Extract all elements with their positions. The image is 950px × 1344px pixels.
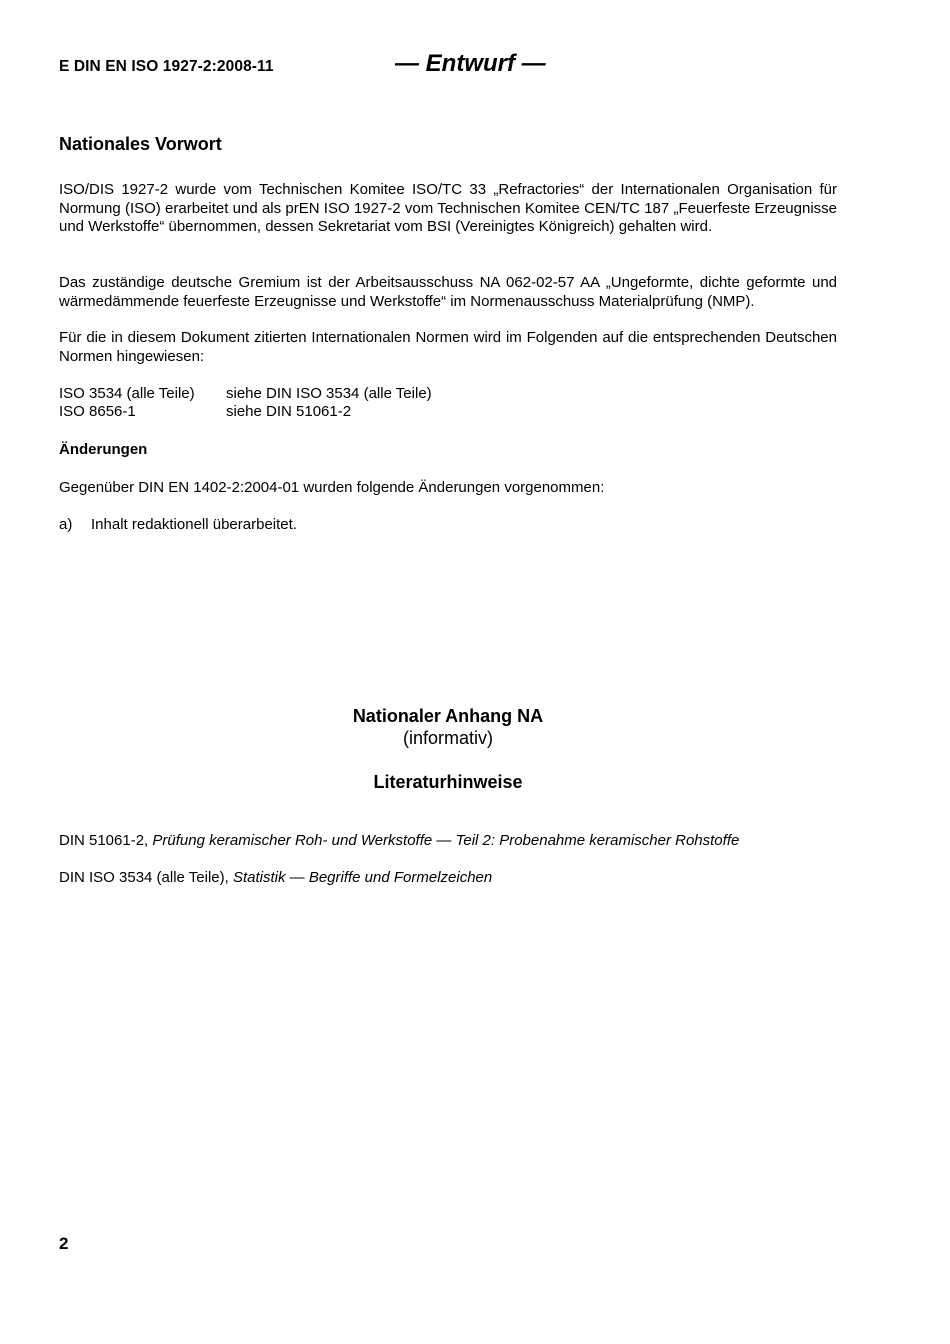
list-item [59, 516, 297, 533]
annex-title: Nationaler Anhang NA [352, 706, 544, 726]
annex-subtitle: (informativ) [402, 728, 493, 748]
reference-row [59, 385, 432, 404]
reference-din: siehe DIN 51061-2 [226, 403, 352, 420]
vorwort-paragraph-2: Das zuständige deutsche Gremium ist der Arbeitsausschuss NA 062-02-57 AA „Ungeformte, dichte geformte und wärmedämmende feuerfeste Erzeugnisse und Werkstoffe“ im Normenausschuss Materialprüfung (NMP). [59, 274, 837, 310]
bibliography-title: Literaturhinweise [373, 772, 523, 792]
subheading-aenderungen: Änderungen [59, 441, 148, 458]
reference-iso: ISO 3534 (alle Teile) [59, 385, 195, 402]
page-number: 2 [59, 1234, 69, 1253]
bibliography-ref: DIN ISO 3534 (alle Teile), [59, 869, 233, 886]
reference-din: siehe DIN ISO 3534 (alle Teile) [226, 385, 432, 402]
reference-iso: ISO 8656-1 [59, 403, 136, 420]
document-identifier: E DIN EN ISO 1927-2:2008-11 [59, 58, 274, 75]
bibliography-title-text: Statistik — Begriffe und Formelzeichen [232, 869, 493, 886]
vorwort-paragraph-3: Für die in diesem Dokument zitierten Internationalen Normen wird im Folgenden auf die entsprechenden Deutschen Normen hingewiesen: [59, 329, 837, 365]
section-title-vorwort: Nationales Vorwort [59, 134, 222, 154]
bibliography-entry [59, 869, 492, 886]
bibliography-entry [59, 832, 739, 849]
reference-row [59, 403, 351, 422]
draft-mark: — Entwurf — [395, 50, 546, 77]
aenderungen-intro: Gegenüber DIN EN 1402-2:2004-01 wurden folgende Änderungen vorgenommen: [59, 479, 605, 496]
vorwort-paragraph-1: ISO/DIS 1927-2 wurde vom Technischen Komitee ISO/TC 33 „Refractories“ der Internationalen Organisation für Normung (ISO) erarbeitet und als prEN ISO 1927-2 vom Technischen Komitee CEN/TC 187 „Feuerfeste Erzeugnisse und Werkstoffe“ übernommen, dessen Sekretariat vom BSI (Vereinigtes Königreich) gehalten wird. [59, 181, 837, 235]
list-item-text: Inhalt redaktionell überarbeitet. [91, 516, 297, 533]
bibliography-title-text: Prüfung keramischer Roh- und Werkstoffe — Teil 2: Probenahme keramischer Rohstoffe [152, 832, 740, 849]
bibliography-ref: DIN 51061-2, [59, 832, 153, 849]
list-marker: a) [59, 516, 73, 533]
